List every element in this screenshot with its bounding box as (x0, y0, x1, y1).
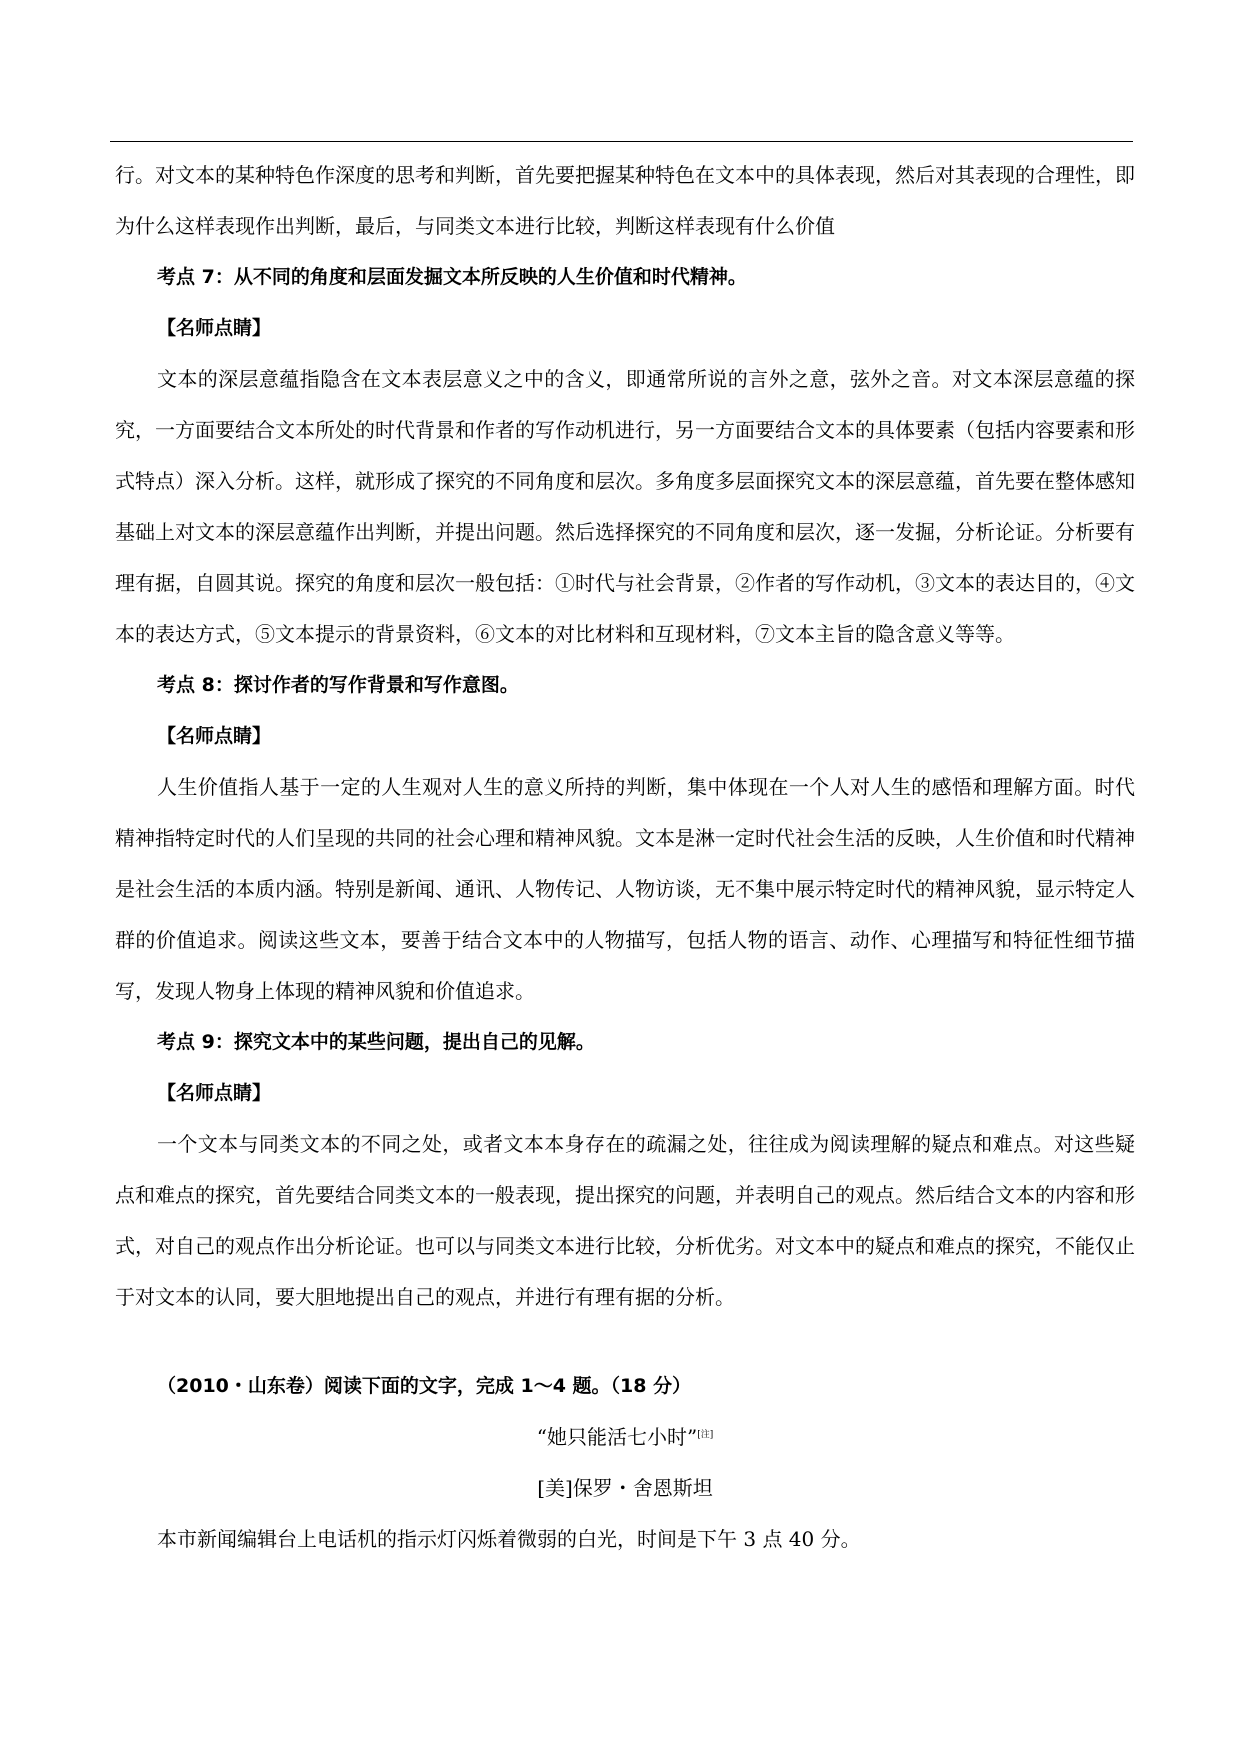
exam-question-heading: （2010・山东卷）阅读下面的文字，完成 1～4 题。（18 分） (157, 1375, 692, 1397)
teacher-tip-label: 【名师点睛】 (157, 725, 272, 747)
story-author: [美]保罗・舍恩斯坦 (537, 1476, 713, 1500)
teacher-tip-label: 【名师点睛】 (157, 1082, 272, 1104)
exam-point-9-heading: 考点 9：探究文本中的某些问题，提出自己的见解。 (157, 1031, 595, 1053)
teacher-tip-label: 【名师点睛】 (157, 317, 272, 339)
exam-point-8-body: 人生价值指人基于一定的人生观对人生的意义所持的判断，集中体现在一个人对人生的感悟和理解方面。时代精神指特定时代的人们呈现的共同的社会心理和精神风貌。文本是淋一定时代社会生活的反映，人生价值和时代精神是社会生活的本质内涵。特别是新闻、通讯、人物传记、人物访谈，无不集中展示特定时代的精神风貌，显示特定人群的价值追求。阅读这些文本，要善于结合文本中的人物描写，包括人物的语言、动作、心理描写和特征性细节描写，发现人物身上体现的精神风貌和价值追求。 (115, 775, 1135, 1003)
exam-point-7-heading: 考点 7：从不同的角度和层面发掘文本所反映的人生价值和时代精神。 (157, 266, 747, 288)
header-rule (110, 141, 1133, 142)
exam-point-7-body: 文本的深层意蕴指隐含在文本表层意义之中的含义，即通常所说的言外之意，弦外之音。对文本深层意蕴的探究，一方面要结合文本所处的时代背景和作者的写作动机进行，另一方面要结合文本的具体要素（包括内容要素和形式特点）深入分析。这样，就形成了探究的不同角度和层次。多角度多层面探究文本的深层意蕴，首先要在整体感知基础上对文本的深层意蕴作出判断，并提出问题。然后选择探究的不同角度和层次，逐一发掘，分析论证。分析要有理有据，自圆其说。探究的角度和层次一般包括：①时代与社会背景，②作者的写作动机，③文本的表达目的，④文本的表达方式，⑤文本提示的背景资料，⑥文本的对比材料和互现材料，⑦文本主旨的隐含意义等等。 (115, 367, 1135, 646)
note-marker: [注] (697, 1430, 714, 1440)
document-body (115, 150, 1135, 1565)
exam-point-9-body: 一个文本与同类文本的不同之处，或者文本本身存在的疏漏之处，往往成为阅读理解的疑点和难点。对这些疑点和难点的探究，首先要结合同类文本的一般表现，提出探究的问题，并表明自己的观点。然后结合文本的内容和形式，对自己的观点作出分析论证。也可以与同类文本进行比较，分析优劣。对文本中的疑点和难点的探究，不能仅止于对文本的认同，要大胆地提出自己的观点，并进行有理有据的分析。 (115, 1132, 1135, 1309)
story-title: “她只能活七小时”[注] (536, 1425, 714, 1449)
story-first-paragraph: 本市新闻编辑台上电话机的指示灯闪烁着微弱的白光，时间是下午 3 点 40 分。 (157, 1527, 861, 1551)
exam-point-8-heading: 考点 8：探讨作者的写作背景和写作意图。 (157, 674, 519, 696)
continued-paragraph: 行。对文本的某种特色作深度的思考和判断，首先要把握某种特色在文本中的具体表现，然后对其表现的合理性，即为什么这样表现作出判断，最后，与同类文本进行比较，判断这样表现有什么价值 (115, 163, 1135, 238)
